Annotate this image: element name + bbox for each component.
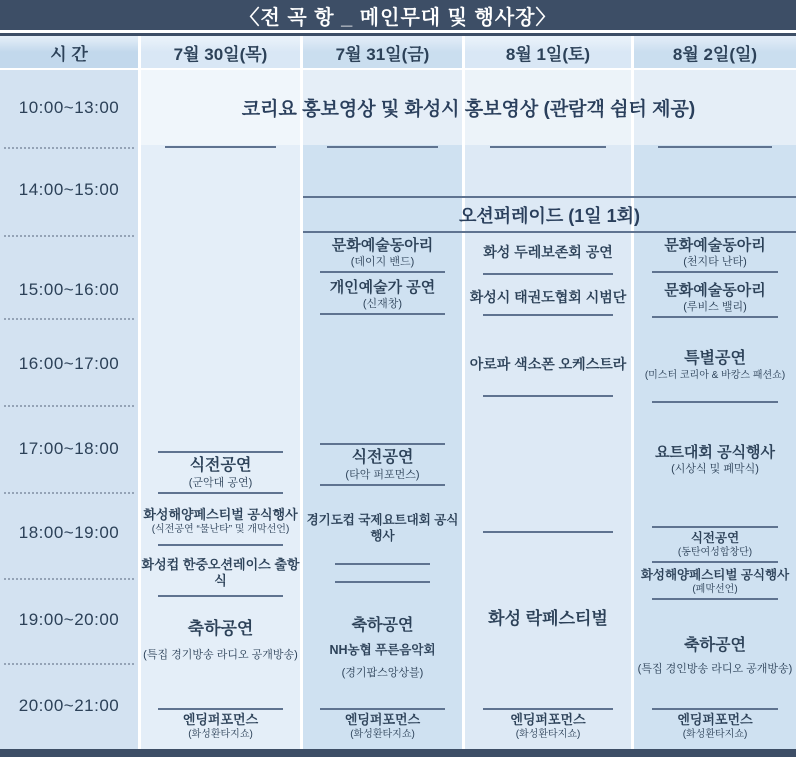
- event-solo-artist: [303, 278, 462, 315]
- event-title: 식전공연: [690, 531, 740, 545]
- divider: [483, 708, 612, 710]
- event-subtitle: (미스터 코리아 & 바캉스 패션쇼): [644, 370, 786, 381]
- time-separator: [4, 578, 134, 580]
- event-subtitle: (군악대 공연): [188, 477, 253, 489]
- time-separator: [4, 405, 134, 407]
- divider: [483, 395, 612, 397]
- schedule-grid: [0, 70, 796, 749]
- event-title: 화성 락페스티벌: [488, 609, 608, 628]
- event-title: 화성시 태권도협회 시범단: [469, 289, 627, 305]
- divider: [158, 451, 282, 453]
- rule-sat: [465, 531, 631, 533]
- time-slot: 19:00~20:00: [18, 610, 120, 629]
- event-pre-show-thu: [141, 451, 300, 494]
- time-slot: 15:00~16:00: [18, 280, 120, 299]
- event-subtitle: (폐막선언): [692, 584, 738, 595]
- time-slot: 10:00~13:00: [18, 98, 120, 117]
- event-subtitle: (신재창): [362, 298, 403, 310]
- event-culture-club-daisy: [303, 236, 462, 273]
- divider: [320, 484, 444, 486]
- event-title: 요트대회 공식행사: [654, 444, 776, 461]
- column-bg-sat: [465, 70, 631, 749]
- event-subtitle: (화성환타지쇼): [515, 729, 581, 740]
- header-day-sun: 8월 2일(일): [634, 36, 796, 68]
- event-title: 개인예술가 공연: [329, 279, 436, 296]
- time-slot: 18:00~19:00: [18, 523, 120, 542]
- event-title: 엔딩퍼포먼스: [677, 712, 753, 727]
- event-title: 축하공연: [351, 617, 414, 634]
- event-special-show: [634, 348, 796, 382]
- time-separator: [4, 235, 134, 237]
- event-subtitle: (화성환타지쇼): [350, 729, 415, 740]
- event-title: 축하공연: [187, 619, 254, 638]
- event-ending-fri: [303, 708, 462, 741]
- event-title: 아로파 색소폰 오케스트라: [469, 356, 627, 372]
- divider: [335, 581, 430, 583]
- event-title: 문화예술동아리: [664, 282, 766, 299]
- header-day-fri: 7월 31일(금): [303, 36, 462, 68]
- divider: [327, 146, 438, 148]
- divider: [652, 316, 778, 318]
- divider: [320, 708, 444, 710]
- event-pre-show-fri: [303, 443, 462, 486]
- time-separator: [4, 663, 134, 665]
- rule-fri: [303, 563, 462, 565]
- event-title: 축하공연: [684, 637, 746, 654]
- divider: [335, 563, 430, 565]
- divider: [652, 598, 778, 600]
- banner-underline: [465, 146, 631, 148]
- event-ocean-race: [141, 557, 300, 597]
- time-slot: 20:00~21:00: [18, 696, 120, 715]
- event-title: 엔딩퍼포먼스: [182, 712, 259, 727]
- event-yacht-official-fri: [303, 512, 462, 544]
- event-title: 경기도컵 국제요트대회 공식행사: [306, 513, 459, 543]
- event-culture-club-rubis: [634, 281, 796, 318]
- divider: [158, 595, 282, 597]
- event-subtitle2: (경기팝스앙상블): [341, 667, 424, 679]
- divider: [165, 146, 276, 148]
- header-time: 시 간: [0, 36, 138, 68]
- bottom-bar: [0, 749, 796, 757]
- divider: [158, 544, 282, 546]
- page-title: 〈전 곡 항 _ 메인무대 및 행사장〉: [239, 6, 557, 29]
- event-title: 특별공연: [684, 350, 746, 367]
- time-separator: [4, 318, 134, 320]
- promo-banner: 코리요 홍보영상 및 화성시 홍보영상 (관람객 쉼터 제공): [141, 70, 796, 145]
- event-rock-festival: [465, 608, 631, 630]
- event-celebration-fri: [303, 615, 462, 680]
- divider: [658, 146, 771, 148]
- divider: [320, 313, 444, 315]
- divider: [652, 401, 778, 403]
- event-title: 엔딩퍼포먼스: [344, 712, 421, 727]
- divider: [320, 271, 444, 273]
- ocean-parade-banner: 오션퍼레이드 (1일 1회): [303, 196, 796, 233]
- event-subtitle: (식전공연 “물난타” 및 개막선언): [151, 524, 290, 535]
- header-day-sat: 8월 1일(토): [465, 36, 631, 68]
- event-subtitle: (특집 경기방송 라디오 공개방송): [143, 649, 298, 661]
- banner-underline: [141, 146, 300, 148]
- event-subtitle: (동탄여성합창단): [677, 547, 753, 558]
- event-subtitle: (특집 경인방송 라디오 공개방송): [637, 663, 793, 675]
- divider: [490, 146, 606, 148]
- divider: [483, 531, 612, 533]
- time-slot: 17:00~18:00: [18, 439, 120, 458]
- event-subtitle: (시상식 및 폐막식): [671, 463, 759, 475]
- event-title: 화성 두레보존회 공연: [483, 244, 613, 260]
- divider: [652, 526, 778, 528]
- event-title: 화성컵 한중오션레이스 출항식: [141, 557, 300, 588]
- event-subtitle: (데이지 밴드): [350, 256, 415, 268]
- event-celebration-thu: [141, 618, 300, 662]
- time-separator: [4, 147, 134, 149]
- event-festival-official-thu: [141, 507, 300, 546]
- event-culture-club-nanta: [634, 236, 796, 273]
- divider: [652, 271, 778, 273]
- divider: [483, 314, 612, 316]
- event-saxophone-orchestra: [465, 355, 631, 397]
- event-yacht-official-sun: [634, 443, 796, 476]
- header-row: [0, 36, 796, 68]
- event-title: 식전공연: [351, 449, 414, 466]
- divider: [483, 273, 612, 275]
- event-subtitle: NH농협 푸른음악회: [329, 643, 436, 657]
- rule-sun: [634, 401, 796, 403]
- banner-underline: [303, 146, 462, 148]
- event-subtitle: (화성환타지쇼): [682, 729, 748, 740]
- divider: [652, 708, 778, 710]
- event-subtitle: (화성환타지쇼): [188, 729, 253, 740]
- event-title: 화성해양페스티벌 공식행사: [640, 568, 790, 582]
- time-slot: 16:00~17:00: [18, 354, 120, 373]
- event-ending-sat: [465, 708, 631, 741]
- event-title: 화성해양페스티벌 공식행사: [143, 507, 298, 522]
- time-slot: 14:00~15:00: [18, 180, 120, 199]
- event-ending-sun: [634, 708, 796, 741]
- event-dure-preservation: [465, 243, 631, 275]
- event-subtitle: (타악 퍼포먼스): [345, 469, 420, 481]
- event-pre-show-sun: [634, 526, 796, 600]
- divider: [158, 492, 282, 494]
- event-title: 식전공연: [189, 457, 252, 474]
- title-bar: [0, 0, 796, 30]
- header-day-thu: 7월 30일(목): [141, 36, 300, 68]
- divider: [652, 561, 778, 563]
- time-separator: [4, 492, 134, 494]
- event-subtitle: (루비스 밸리): [683, 301, 747, 313]
- banner-underline: [634, 146, 796, 148]
- event-taekwondo-demo: [465, 288, 631, 316]
- divider: [320, 443, 444, 445]
- divider: [158, 708, 282, 710]
- event-subtitle: (천지타 난타): [683, 256, 747, 268]
- event-ending-thu: [141, 708, 300, 741]
- rule-fri: [303, 581, 462, 583]
- event-title: 엔딩퍼포먼스: [510, 712, 586, 727]
- event-celebration-sun: [634, 635, 796, 676]
- event-title: 문화예술동아리: [664, 237, 766, 254]
- event-title: 문화예술동아리: [331, 237, 434, 254]
- column-bg-time: [0, 70, 138, 749]
